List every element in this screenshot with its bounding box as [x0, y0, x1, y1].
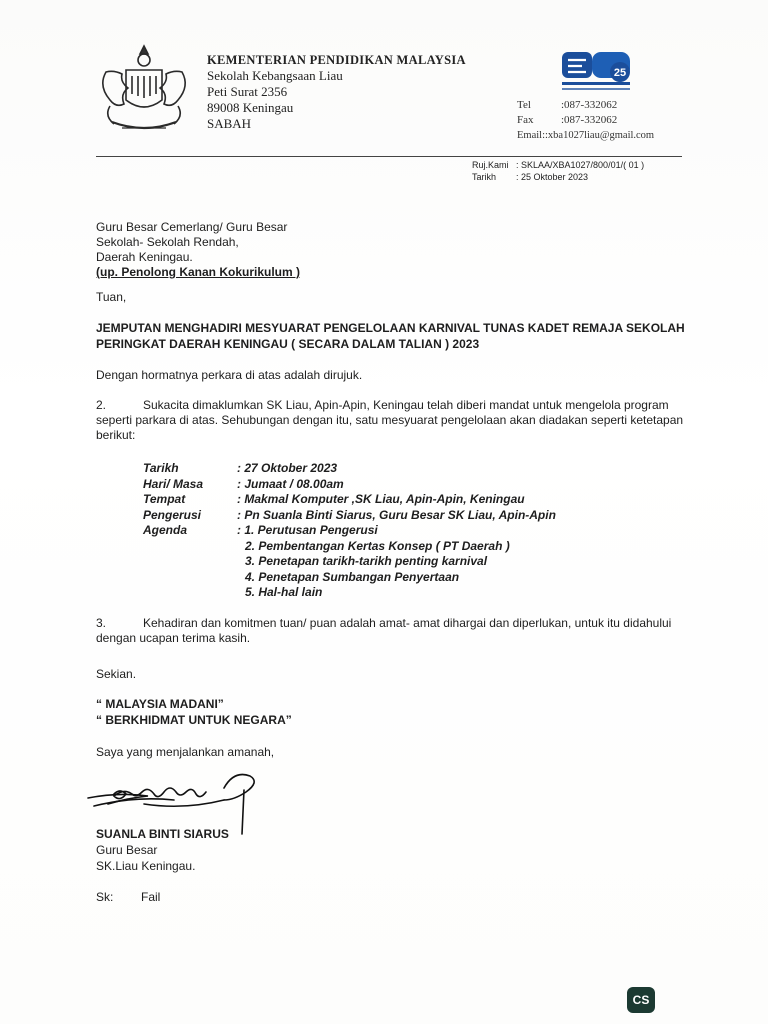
signer-school: SK.Liau Keningau. — [96, 859, 196, 873]
state: SABAH — [207, 116, 252, 131]
signer-name: SUANLA BINTI SIARUS — [96, 827, 229, 841]
ref-value: : SKLAA/XBA1027/800/01/( 01 ) — [516, 160, 645, 170]
agenda-item: 4. Penetapan Sumbangan Penyertaan — [245, 569, 460, 584]
fax-value: :087-332062 — [561, 114, 618, 126]
malaysia-crest-icon — [92, 42, 196, 140]
camscanner-badge: CS — [627, 987, 655, 1013]
letterhead-divider — [96, 156, 682, 157]
tel-value: :087-332062 — [561, 99, 618, 111]
date-value: : 25 Oktober 2023 — [516, 172, 589, 182]
cc-label: Sk: — [96, 890, 114, 904]
paragraph-3 — [96, 616, 696, 646]
fax-label: Fax — [517, 114, 534, 126]
signer-block — [96, 826, 229, 874]
detail-value: : 27 Oktober 2023 — [237, 461, 338, 475]
mottos — [96, 697, 292, 728]
detail-label: Agenda — [143, 523, 188, 537]
paragraph-2 — [96, 398, 696, 443]
logo-number: 25 — [613, 67, 627, 79]
detail-label: Tempat — [143, 492, 186, 506]
date-label: Tarikh — [472, 172, 497, 182]
detail-value: : Makmal Komputer ,SK Liau, Apin-Apin, Keningau — [237, 492, 525, 506]
detail-value: : Pn Suanla Binti Siarus, Guru Besar SK Liau, Apin-Apin — [237, 507, 556, 522]
recipient-line: Sekolah- Sekolah Rendah, — [96, 235, 239, 249]
tel-label: Tel — [517, 99, 531, 111]
trust-line: Saya yang menjalankan amanah, — [96, 745, 275, 759]
reference-block — [472, 159, 644, 183]
closing: Sekian. — [96, 667, 137, 681]
cc-value: Fail — [141, 890, 161, 904]
po-box: Peti Surat 2356 — [207, 84, 288, 99]
agenda-item: 3. Penetapan tarikh-tarikh penting karnival — [245, 554, 488, 568]
letter-subject: JEMPUTAN MENGHADIRI MESYUARAT PENGELOLAAN KARNIVAL TUNAS KADET REMAJA SEKOLAH PERINGKAT DAERAH KENINGAU ( SECARA DALAM TALIAN ) 2023 — [96, 321, 685, 351]
recipient-attention: (up. Penolong Kanan Kokurikulum ) — [96, 265, 300, 279]
detail-label: Hari/ Masa — [143, 476, 204, 491]
motto: “ BERKHIDMAT UNTUK NEGARA” — [96, 712, 292, 727]
recipient-line: Guru Besar Cemerlang/ Guru Besar — [96, 220, 288, 234]
paragraph-text: Kehadiran dan komitmen tuan/ puan adalah amat- amat dihargai dan diperlukan, untuk itu didahului dengan ucapan terima kasih. — [96, 616, 672, 645]
agenda-item: 5. Hal-hal lain — [245, 585, 323, 599]
signer-title: Guru Besar — [96, 843, 158, 857]
salutation: Tuan, — [96, 290, 127, 304]
letterhead-address — [207, 52, 466, 132]
detail-label: Tarikh — [143, 461, 179, 475]
agenda-item: : 1. Perutusan Pengerusi — [237, 523, 378, 537]
email: Email::xba1027liau@gmail.com — [517, 130, 655, 141]
school-name: Sekolah Kebangsaan Liau — [207, 68, 343, 83]
recipient-address — [96, 220, 300, 280]
detail-label: Pengerusi — [143, 507, 202, 522]
contact-block — [517, 98, 654, 143]
motto: “ MALAYSIA MADANI” — [96, 697, 224, 711]
detail-value: : Jumaat / 08.00am — [237, 476, 344, 491]
agenda-list — [237, 523, 510, 601]
recipient-line: Daerah Keningau. — [96, 250, 193, 264]
postcode-city: 89008 Keningau — [207, 100, 294, 115]
cc-line — [96, 890, 160, 905]
school-logo-icon — [558, 50, 638, 96]
agenda-item: 2. Pembentangan Kertas Konsep ( PT Daerah ) — [245, 538, 510, 553]
paragraph-1: Dengan hormatnya perkara di atas adalah dirujuk. — [96, 368, 363, 382]
meeting-details — [143, 461, 556, 601]
ref-label: Ruj.Kami — [472, 160, 509, 170]
paragraph-number: 2. — [96, 398, 107, 412]
ministry-name: KEMENTERIAN PENDIDIKAN MALAYSIA — [207, 53, 466, 67]
paragraph-text: Sukacita dimaklumkan SK Liau, Apin-Apin, Keningau telah diberi mandat untuk mengelola program seperti parkara di atas. Sehubungan dengan itu, satu mesyuarat pengelolaan akan diadakan seperti ketetapan berikut: — [96, 398, 684, 442]
paragraph-number: 3. — [96, 616, 107, 630]
